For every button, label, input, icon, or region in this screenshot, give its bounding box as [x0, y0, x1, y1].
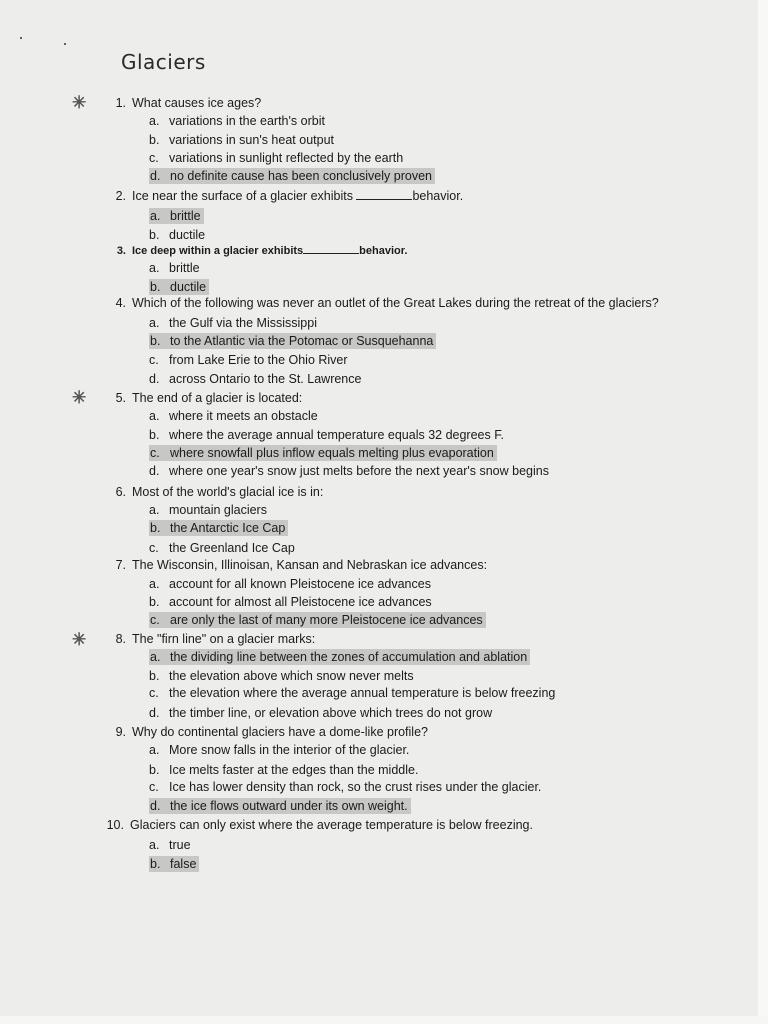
option-1c: c. variations in sunlight reflected by the earth	[149, 151, 404, 165]
asterisk-star-icon: ✳	[72, 93, 87, 112]
paper-right-edge	[758, 0, 768, 1024]
question-3: 3. Ice deep within a glacier exhibits behavior.	[116, 245, 408, 257]
question-4: 4. Which of the following was never an outlet of the Great Lakes during the retreat of the glaciers?	[115, 296, 659, 310]
option-3b-selected: b. ductile	[149, 280, 209, 294]
option-7c-selected: c. are only the last of many more Pleistocene ice advances	[149, 613, 486, 627]
question-9: 9. Why do continental glaciers have a dome-like profile?	[115, 725, 428, 739]
option-7a: a. account for all known Pleistocene ice advances	[149, 577, 431, 591]
option-4a: a. the Gulf via the Mississippi	[149, 316, 317, 330]
option-1b: b. variations in sun's heat output	[149, 133, 334, 147]
option-9b: b. Ice melts faster at the edges than the middle.	[149, 763, 419, 777]
option-9d-selected: d. the ice flows outward under its own weight.	[149, 799, 411, 813]
option-1d-selected: d. no definite cause has been conclusively proven	[149, 169, 435, 183]
option-5a: a. where it meets an obstacle	[149, 409, 318, 423]
option-4b-selected: b. to the Atlantic via the Potomac or Susquehanna	[149, 334, 436, 348]
asterisk-star-icon: ✳	[72, 630, 87, 649]
option-8c: c. the elevation where the average annual temperature is below freezing	[149, 686, 556, 700]
option-9c: c. Ice has lower density than rock, so the crust rises under the glacier.	[149, 780, 542, 794]
option-4d: d. across Ontario to the St. Lawrence	[149, 372, 362, 386]
question-7: 7. The Wisconsin, Illinoisan, Kansan and Nebraskan ice advances:	[115, 558, 488, 572]
option-5d: d. where one year's snow just melts before the next year's snow begins	[149, 464, 549, 478]
option-3a: a. brittle	[149, 261, 200, 275]
question-text: What causes ice ages?	[132, 96, 262, 110]
option-10a: a. true	[149, 838, 191, 852]
option-2b: b. ductile	[149, 228, 206, 242]
option-7b: b. account for almost all Pleistocene ice advances	[149, 595, 432, 609]
answer-blank	[356, 189, 412, 200]
option-5b: b. where the average annual temperature equals 32 degrees F.	[149, 428, 504, 442]
question-2: 2. Ice near the surface of a glacier exhibits behavior.	[115, 189, 464, 203]
option-6a: a. mountain glaciers	[149, 503, 267, 517]
question-6: 6. Most of the world's glacial ice is in:	[115, 485, 324, 499]
answer-blank	[303, 243, 359, 254]
pen-mark	[20, 37, 22, 39]
option-9a: a. More snow falls in the interior of the glacier.	[149, 743, 410, 757]
asterisk-star-icon: ✳	[72, 388, 87, 407]
option-8d: d. the timber line, or elevation above which trees do not grow	[149, 706, 493, 720]
option-4c: c. from Lake Erie to the Ohio River	[149, 353, 348, 367]
question-number: 1.	[115, 96, 126, 110]
question-10: 10. Glaciers can only exist where the average temperature is below freezing.	[106, 818, 533, 832]
question-8: 8. The "firn line" on a glacier marks:	[115, 632, 316, 646]
option-2a-selected: a. brittle	[149, 209, 204, 223]
page-title: Glaciers	[121, 50, 206, 74]
option-8b: b. the elevation above which snow never melts	[149, 669, 414, 683]
option-6b-selected: b. the Antarctic Ice Cap	[149, 521, 288, 535]
question-1	[102, 96, 261, 110]
option-5c-selected: c. where snowfall plus inflow equals melting plus evaporation	[149, 446, 497, 460]
question-5: 5. The end of a glacier is located:	[115, 391, 303, 405]
option-10b-selected: b. false	[149, 857, 199, 871]
pen-mark	[64, 43, 66, 45]
paper-bottom-edge	[0, 1016, 768, 1024]
option-1a: a. variations in the earth's orbit	[149, 114, 325, 128]
option-8a-selected: a. the dividing line between the zones of accumulation and ablation	[149, 650, 530, 664]
option-6c: c. the Greenland Ice Cap	[149, 541, 295, 555]
